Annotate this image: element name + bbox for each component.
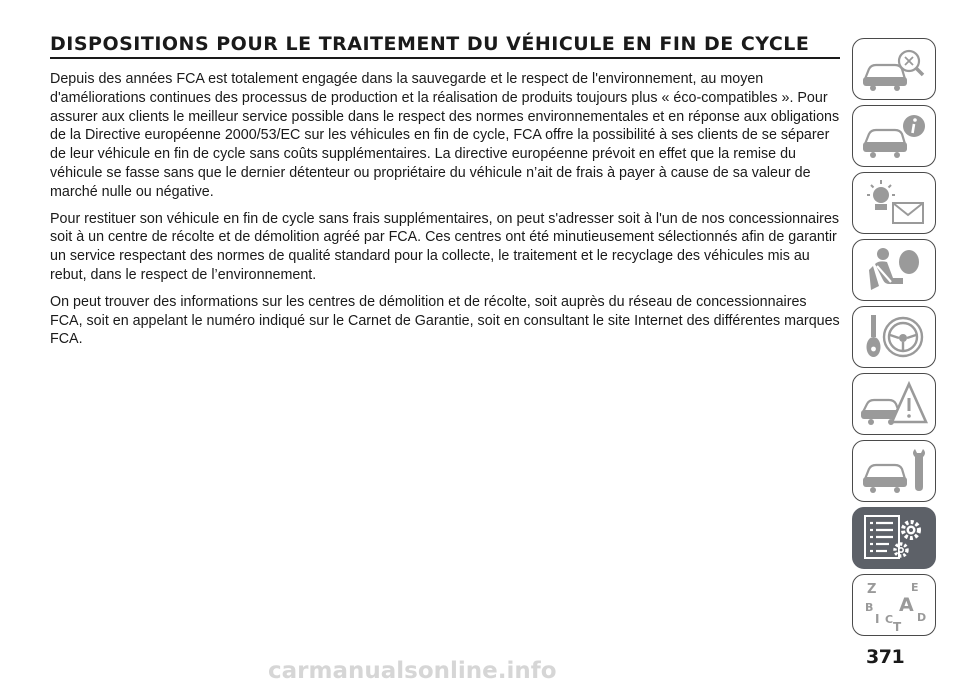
- tab-seatbelt-airbag[interactable]: [852, 239, 936, 301]
- section-title: DISPOSITIONS POUR LE TRAITEMENT DU VÉHICULE EN FIN DE CYCLE: [50, 33, 810, 55]
- page-number: 371: [866, 646, 905, 668]
- tab-car-info[interactable]: [852, 105, 936, 167]
- car-wrench-icon: [859, 445, 929, 497]
- paragraph-2: Pour restituer son véhicule en fin de cycle sans frais supplémentaires, on peut s'adresser soit à l'un de nos concessionnaires soit à un centre de récolte et de démolition agréé par FCA. Ces centres ont été minutieusement sélectionnés afin de garantir un service respectant des normes de qualité standard pour la collecte, le traitement et le recyclage des véhicules mis au rebut, dans le respect de l’environnement.: [50, 210, 840, 283]
- index-letter: Z: [867, 582, 877, 597]
- car-magnifier-icon: [859, 43, 929, 95]
- watermark-text: carmanualsonline.info: [268, 658, 557, 684]
- title-underline: [50, 57, 840, 59]
- list-gears-icon: [859, 512, 929, 564]
- main-content: [50, 34, 840, 357]
- paragraph-1: Depuis des années FCA est totalement engagée dans la sauvegarde et le respect de l'environnement, au moyen d'améliorations continues des processus de production et la réalisation de produits toujours plus « éco-compatibles ». Pour assurer aux clients le meilleur service possible dans le respect des normes environnementales et en réponse aux obligations de la Directive européenne 2000/53/EC sur les véhicules en fin de cycle, FCA offre la possibilité à ses clients de se séparer de leur véhicule en fin de cycle sans coûts supplémentaires. La directive européenne prévoit en effet que la remise du véhicule se fasse sans que le dernier détenteur ou propriétaire du véhicule n’ait de frais à payer à cause de sa valeur de marché nulle ou négative.: [50, 71, 840, 200]
- index-letter: A: [899, 594, 914, 616]
- alphabet-index-icon: [859, 579, 929, 631]
- chapter-tabs: [852, 38, 938, 641]
- tab-car-wrench[interactable]: [852, 440, 936, 502]
- paragraph-3: On peut trouver des informations sur les centres de démolition et de récolte, soit auprès du réseau de concessionnaires FCA, soit en appelant le numéro indiqué sur le Carnet de Garantie, soit en consultant le site Internet des différentes marques FCA.: [50, 293, 840, 348]
- car-info-icon: [859, 110, 929, 162]
- index-letter: E: [911, 581, 919, 594]
- index-letter: D: [917, 611, 927, 624]
- index-letter: B: [865, 601, 874, 614]
- tab-key-steering-wheel[interactable]: [852, 306, 936, 368]
- index-letter: C: [885, 613, 894, 626]
- key-steering-wheel-icon: [859, 311, 929, 363]
- tab-warning-light-envelope[interactable]: [852, 172, 936, 234]
- tab-alphabet-index[interactable]: [852, 574, 936, 636]
- tab-list-gears-active[interactable]: [852, 507, 936, 569]
- warning-light-envelope-icon: [859, 177, 929, 229]
- tab-car-crash-warning[interactable]: [852, 373, 936, 435]
- car-crash-warning-triangle-icon: [859, 378, 929, 430]
- tab-car-magnifier[interactable]: [852, 38, 936, 100]
- index-letter: I: [875, 612, 880, 626]
- seatbelt-airbag-icon: [859, 244, 929, 296]
- index-letter: T: [893, 620, 902, 631]
